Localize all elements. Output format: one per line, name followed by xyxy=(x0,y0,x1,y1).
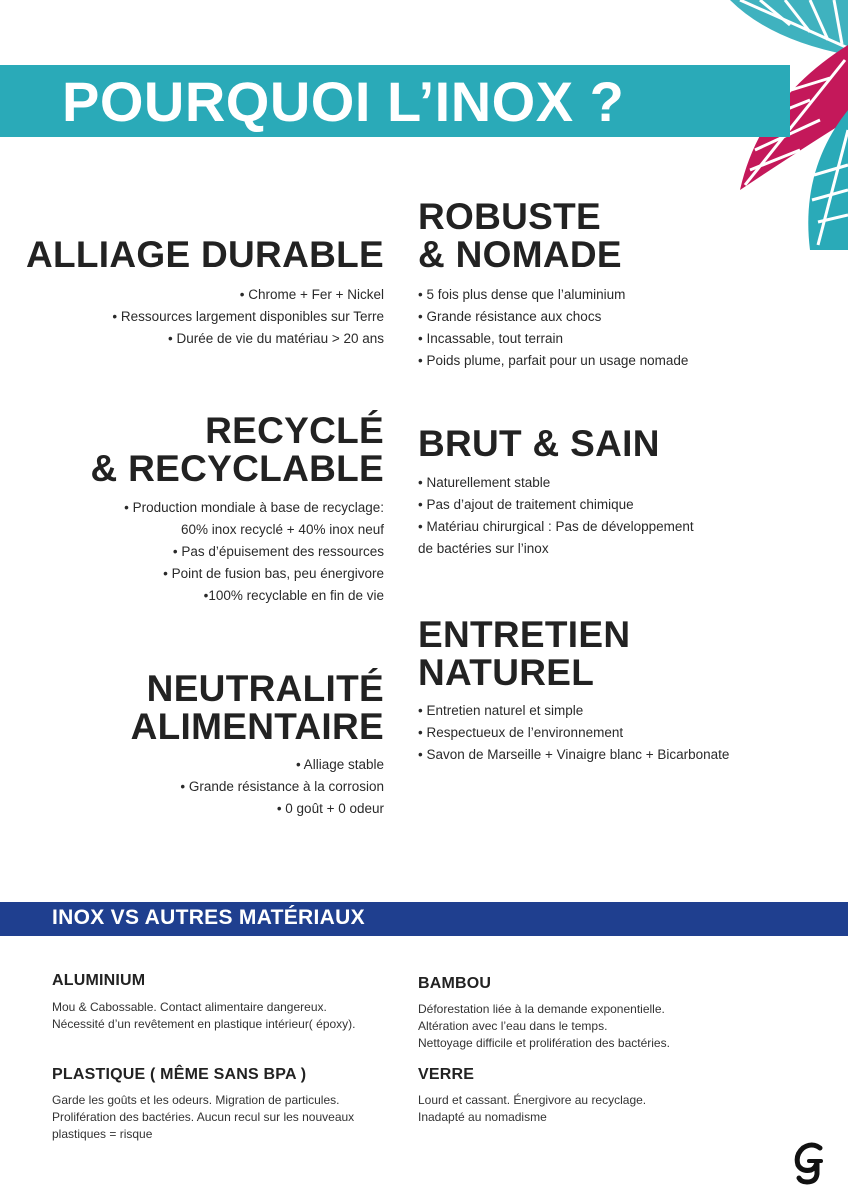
material-desc-line: Nettoyage difficile et prolifération des bactéries. xyxy=(418,1036,670,1050)
section-title-neutralite xyxy=(131,670,384,746)
material-title-verre: VERRE xyxy=(418,1066,475,1083)
section-title-line: BRUT & SAIN xyxy=(418,423,660,464)
bullet-item: • Pas d’épuisement des ressources xyxy=(172,544,384,559)
bullet-item: • Pas d’ajout de traitement chimique xyxy=(418,497,634,512)
material-desc-aluminium xyxy=(52,999,356,1033)
bullet-item: • Naturellement stable xyxy=(418,475,551,490)
bullet-item: • Savon de Marseille + Vinaigre blanc + Bicarbonate xyxy=(418,747,730,762)
bullet-item: • Point de fusion bas, peu énergivore xyxy=(163,566,384,581)
bullet-item: •100% recyclable en fin de vie xyxy=(203,588,384,603)
material-desc-bambou xyxy=(418,1001,670,1052)
bullet-list-alliage xyxy=(112,284,384,350)
section-title-robuste xyxy=(418,198,622,274)
bullet-item: • 0 goût + 0 odeur xyxy=(276,801,384,816)
bullet-list-neutralite xyxy=(180,754,384,820)
section-title-line: ALIMENTAIRE xyxy=(130,706,384,747)
material-desc-line: Nécessité d’un revêtement en plastique intérieur( époxy). xyxy=(52,1017,356,1031)
bullet-item: • Entretien naturel et simple xyxy=(418,703,584,718)
bullet-item: • Alliage stable xyxy=(295,757,384,772)
material-title-aluminium: ALUMINIUM xyxy=(52,972,146,989)
material-desc-line: Altération avec l’eau dans le temps. xyxy=(418,1019,608,1033)
section-title-line: & RECYCLABLE xyxy=(90,448,384,489)
bullet-item: • Poids plume, parfait pour un usage nomade xyxy=(418,353,689,368)
section-title-brut xyxy=(418,425,660,463)
material-title-plastique: PLASTIQUE ( MÊME SANS BPA ) xyxy=(52,1066,307,1083)
section-title-line: & NOMADE xyxy=(418,234,622,275)
bullet-item: • Chrome + Fer + Nickel xyxy=(239,287,384,302)
material-desc-verre xyxy=(418,1092,646,1126)
section-title-line: ENTRETIEN xyxy=(418,614,631,655)
section-title-line: NATUREL xyxy=(418,652,595,693)
section-title-entretien xyxy=(418,616,630,692)
section-title-line: ROBUSTE xyxy=(418,196,601,237)
material-title-bambou: BAMBOU xyxy=(418,975,492,992)
bullet-item: • Respectueux de l’environnement xyxy=(418,725,624,740)
bullet-list-recycle xyxy=(124,497,384,607)
section-title-alliage xyxy=(26,236,384,274)
comparison-title: INOX VS AUTRES MATÉRIAUX xyxy=(52,906,365,929)
material-desc-plastique xyxy=(52,1092,354,1143)
material-desc-line: Prolifération des bactéries. Aucun recul sur les nouveaux xyxy=(52,1110,355,1124)
material-desc-line: Lourd et cassant. Énergivore au recyclage. xyxy=(418,1093,647,1107)
bullet-item: • Matériau chirurgical : Pas de développement xyxy=(418,519,694,534)
bullet-item: 60% inox recyclé + 40% inox neuf xyxy=(181,522,384,537)
comparison-banner xyxy=(0,902,848,936)
bullet-item: de bactéries sur l’inox xyxy=(418,541,549,556)
bullet-item: • Grande résistance aux chocs xyxy=(418,309,602,324)
section-title-line: ALLIAGE DURABLE xyxy=(25,234,384,275)
material-desc-line: Inadapté au nomadisme xyxy=(418,1110,547,1124)
page-title: POURQUOI L’INOX ? xyxy=(62,70,625,133)
bullet-list-entretien xyxy=(418,700,729,766)
bullet-item: • 5 fois plus dense que l’aluminium xyxy=(418,287,626,302)
bullet-item: • Incassable, tout terrain xyxy=(418,331,564,346)
section-title-recycle xyxy=(91,412,384,488)
section-title-line: RECYCLÉ xyxy=(205,410,384,451)
bullet-item: • Ressources largement disponibles sur Terre xyxy=(112,309,384,324)
bullet-item: • Durée de vie du matériau > 20 ans xyxy=(168,331,384,346)
material-desc-line: Déforestation liée à la demande exponentielle. xyxy=(418,1002,665,1016)
section-title-line: NEUTRALITÉ xyxy=(146,668,384,709)
material-desc-line: Garde les goûts et les odeurs. Migration de particules. xyxy=(52,1093,340,1107)
bullet-item: • Production mondiale à base de recyclage: xyxy=(124,500,384,515)
material-desc-line: Mou & Cabossable. Contact alimentaire dangereux. xyxy=(52,1000,327,1014)
bullet-list-robuste xyxy=(418,284,688,372)
bullet-item: • Grande résistance à la corrosion xyxy=(180,779,384,794)
bullet-list-brut xyxy=(418,472,694,560)
brand-logo-g-icon xyxy=(790,1140,830,1186)
title-banner xyxy=(0,65,790,137)
material-desc-line: plastiques = risque xyxy=(52,1127,153,1141)
